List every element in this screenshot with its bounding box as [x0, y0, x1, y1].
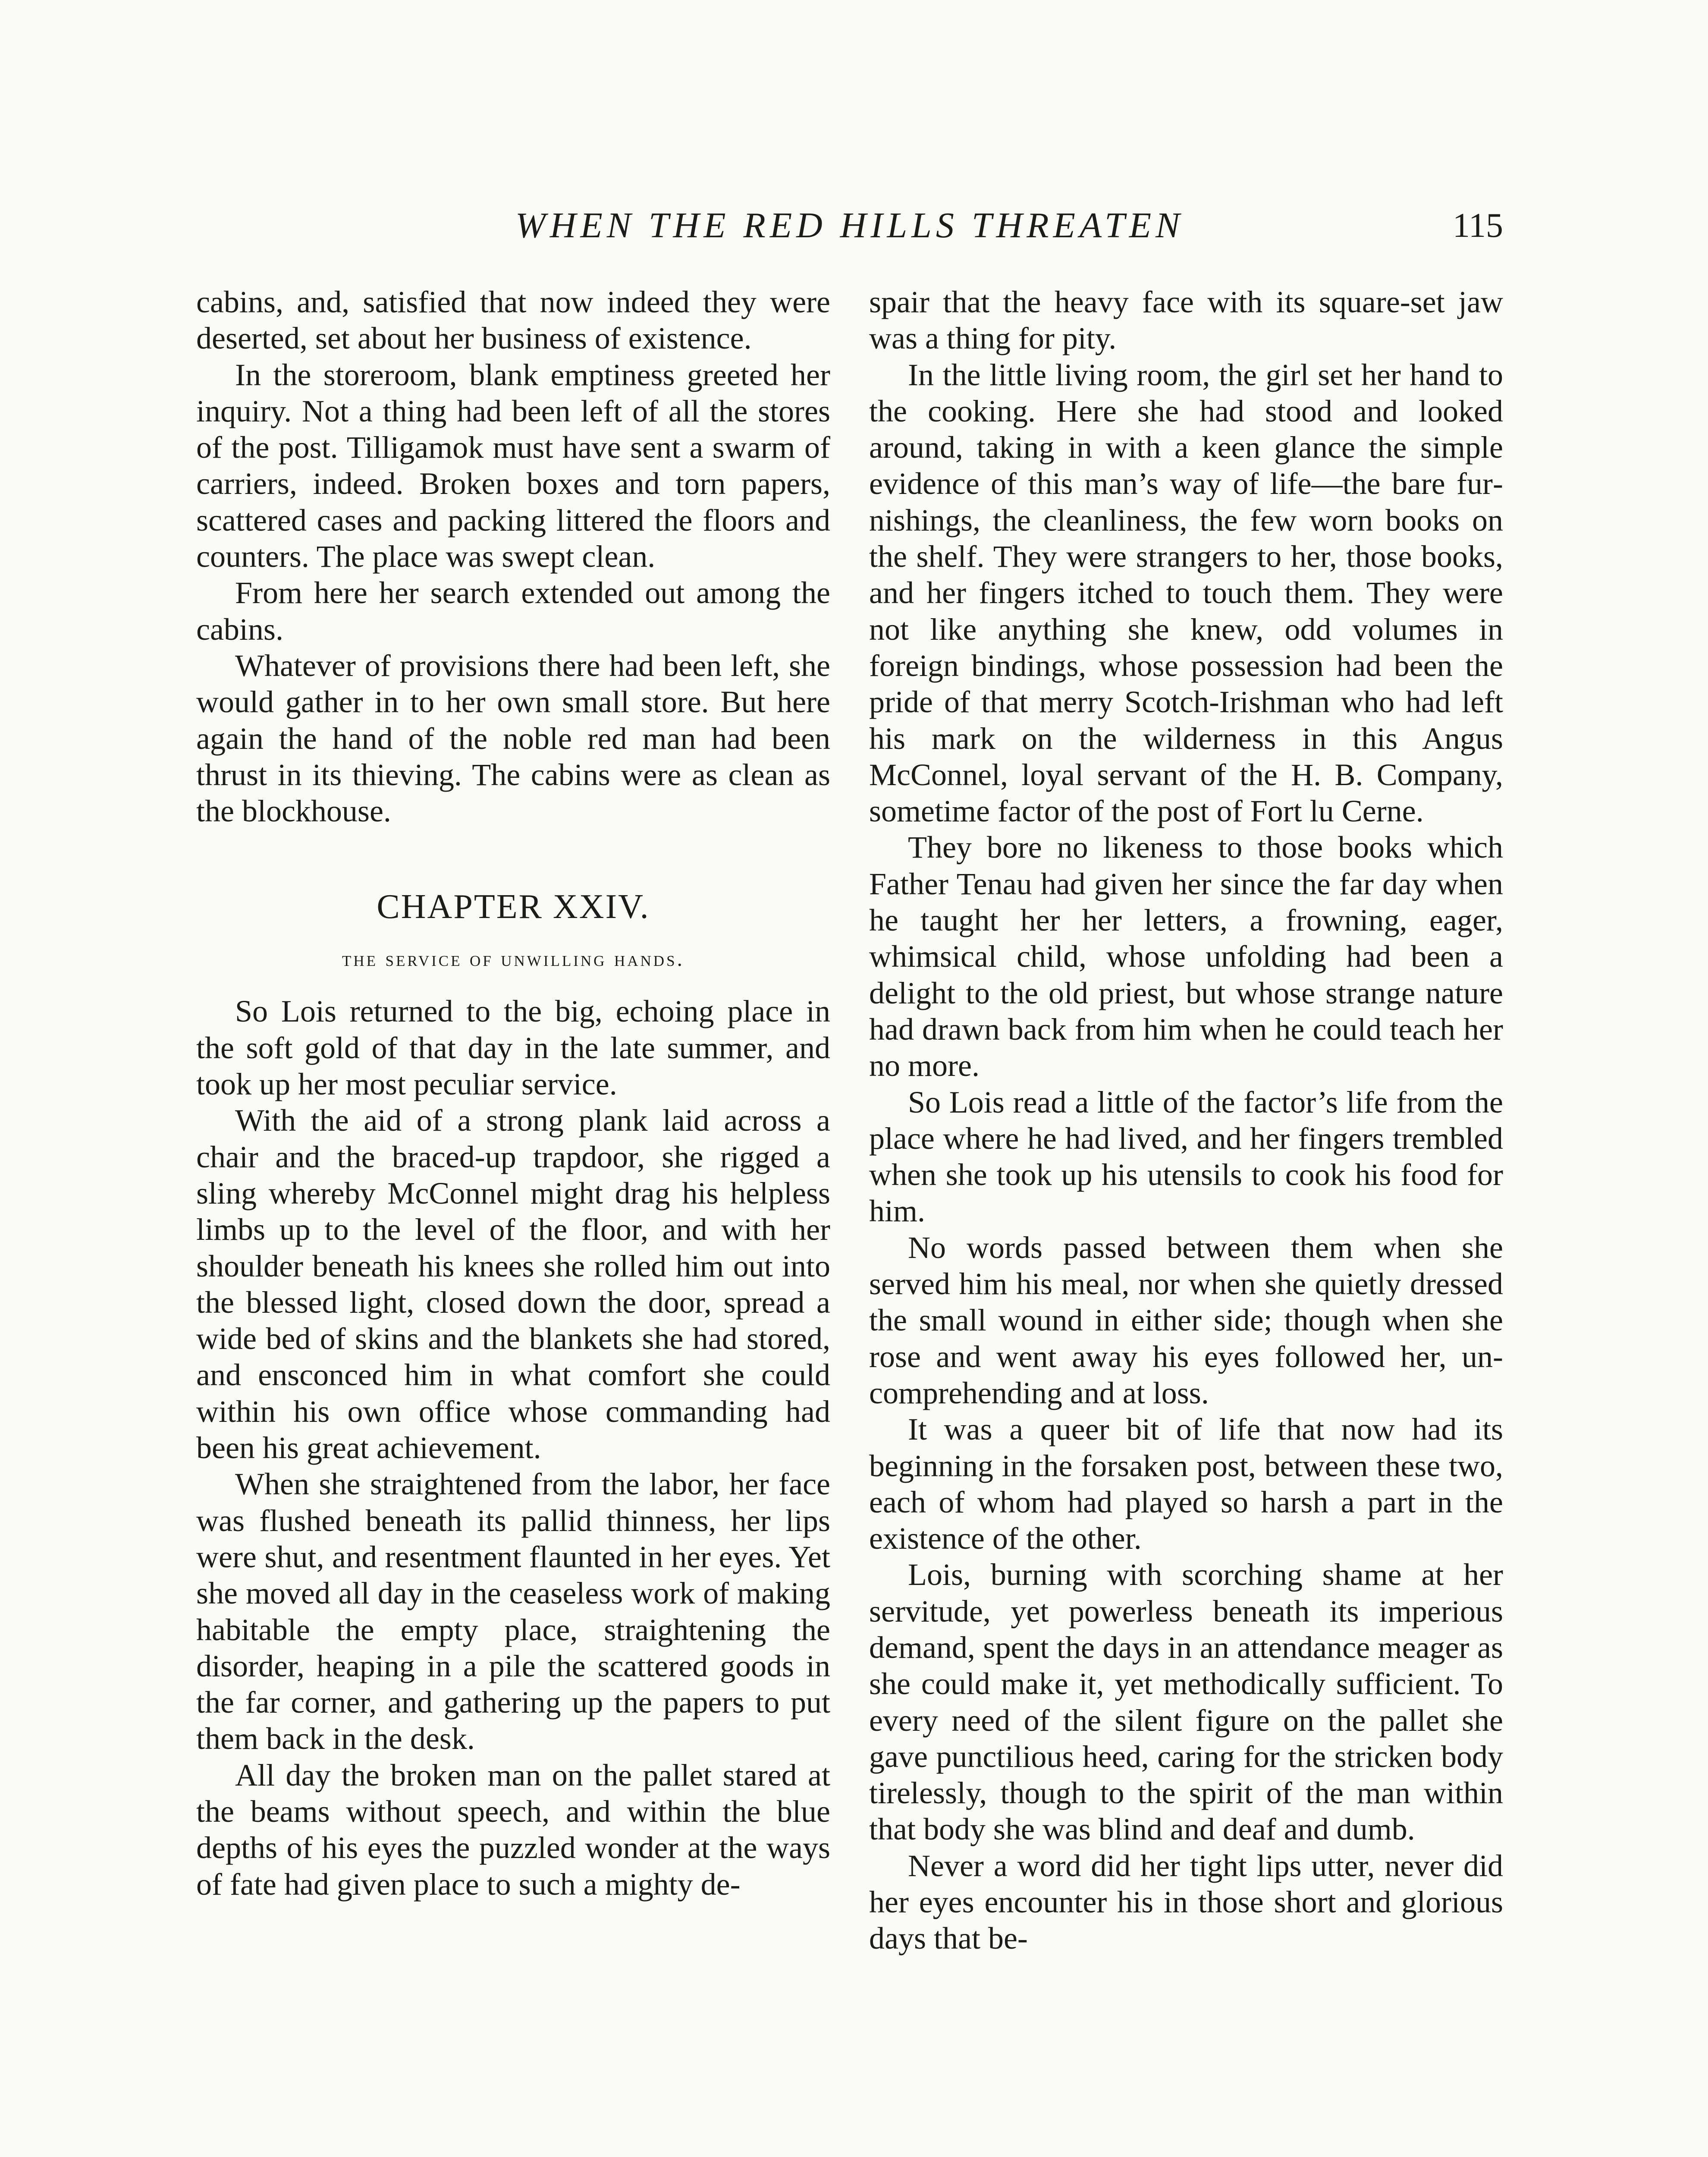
- chapter-heading: CHAPTER XXIV.: [377, 888, 650, 926]
- paragraph: From here her search extended out among the cabins.: [196, 575, 830, 647]
- running-title: WHEN THE RED HILLS THREATEN: [515, 205, 1184, 245]
- paragraph: Whatever of provisions there had been left, she would gather in to her own small store. But here again the hand of the noble red man had been thrust in its thieving. The cabins were as clean as the blockhouse.: [196, 648, 830, 829]
- paragraph: In the little living room, the girl set her hand to the cooking. Here she had stood and looked around, taking in with a keen glance the simple evidence of this man’s way of life—the bare furnishings, the cleanliness, the few worn books on the shelf. They were strangers to her, those books, and her fingers itched to touch them. They were not like anything she knew, odd volumes in foreign bindings, whose possession had been the pride of that merry Scotch-Irishman who had left his mark on the wilderness in this Angus McConnel, loyal servant of the H. B. Company, sometime factor of the post of Fort lu Cerne.: [869, 357, 1503, 829]
- page-number: 115: [1452, 207, 1503, 245]
- paragraph: No words passed between them when she served him his meal, nor when she quietly dressed the small wound in either side; though when she rose and went away his eyes followed her, uncomprehending and at loss.: [869, 1230, 1503, 1410]
- paragraph: When she straightened from the labor, her face was flushed beneath its pallid thinness, her lips were shut, and resentment flaunted in her eyes. Yet she moved all day in the ceaseless work of making habitable the empty place, straightening the disorder, heaping in a pile the scattered goods in the far corner, and gathering up the papers to put them back in the desk.: [196, 1467, 830, 1756]
- paragraph: Lois, burning with scorching shame at her servitude, yet powerless beneath its imperious demand, spent the days in an attendance meager as she could make it, yet methodically sufficient. To every need of the silent figure on the pallet she gave punctilious heed, caring for the stricken body tirelessly, though to the spirit of the man within that body she was blind and deaf and dumb.: [869, 1557, 1503, 1847]
- paragraph: cabins, and, satisfied that now indeed they were deserted, set about her business of existence.: [196, 285, 830, 356]
- paragraph: In the storeroom, blank emptiness greeted her inquiry. Not a thing had been left of all the stores of the post. Tilligamok must have sent a swarm of carriers, indeed. Broken boxes and torn papers, scattered cases and packing littered the floors and counters. The place was swept clean.: [196, 357, 830, 574]
- paragraph: All day the broken man on the pallet stared at the beams without speech, and within the blue depths of his eyes the puzzled wonder at the ways of fate had given place to such a mighty de-: [196, 1758, 830, 1902]
- left-column: [196, 284, 830, 1902]
- paragraph: So Lois read a little of the factor’s life from the place where he had lived, and her fingers trembled when she took up his utensils to cook his food for him.: [869, 1085, 1503, 1229]
- paragraph: They bore no likeness to those books which Father Tenau had given her since the far day when he taught her her letters, a frowning, eager, whimsical child, whose unfolding had been a delight to the old priest, but whose strange nature had drawn back from him when he could teach her no more.: [869, 830, 1503, 1083]
- paragraph: With the aid of a strong plank laid across a chair and the braced-up trapdoor, she rigged a sling whereby McConnel might drag his helpless limbs up to the level of the floor, and with her shoulder beneath his knees she rolled him out into the blessed light, closed down the door, spread a wide bed of skins and the blankets she had stored, and ensconced him in what comfort she could within his own office whose commanding had been his great achievement.: [196, 1103, 830, 1465]
- right-column: [869, 284, 1503, 1957]
- paragraph: Never a word did her tight lips utter, never did her eyes encounter his in those short and glorious days that be-: [869, 1848, 1503, 1956]
- paragraph: spair that the heavy face with its square-set jaw was a thing for pity.: [869, 285, 1503, 356]
- page-header: [196, 202, 1503, 249]
- chapter-subtitle: the service of unwilling hands.: [342, 946, 685, 971]
- paragraph: It was a queer bit of life that now had its beginning in the forsaken post, between these two, each of whom had played so harsh a part in the existence of the other.: [869, 1412, 1503, 1556]
- paragraph: So Lois returned to the big, echoing place in the soft gold of that day in the late summer, and took up her most peculiar service.: [196, 994, 830, 1102]
